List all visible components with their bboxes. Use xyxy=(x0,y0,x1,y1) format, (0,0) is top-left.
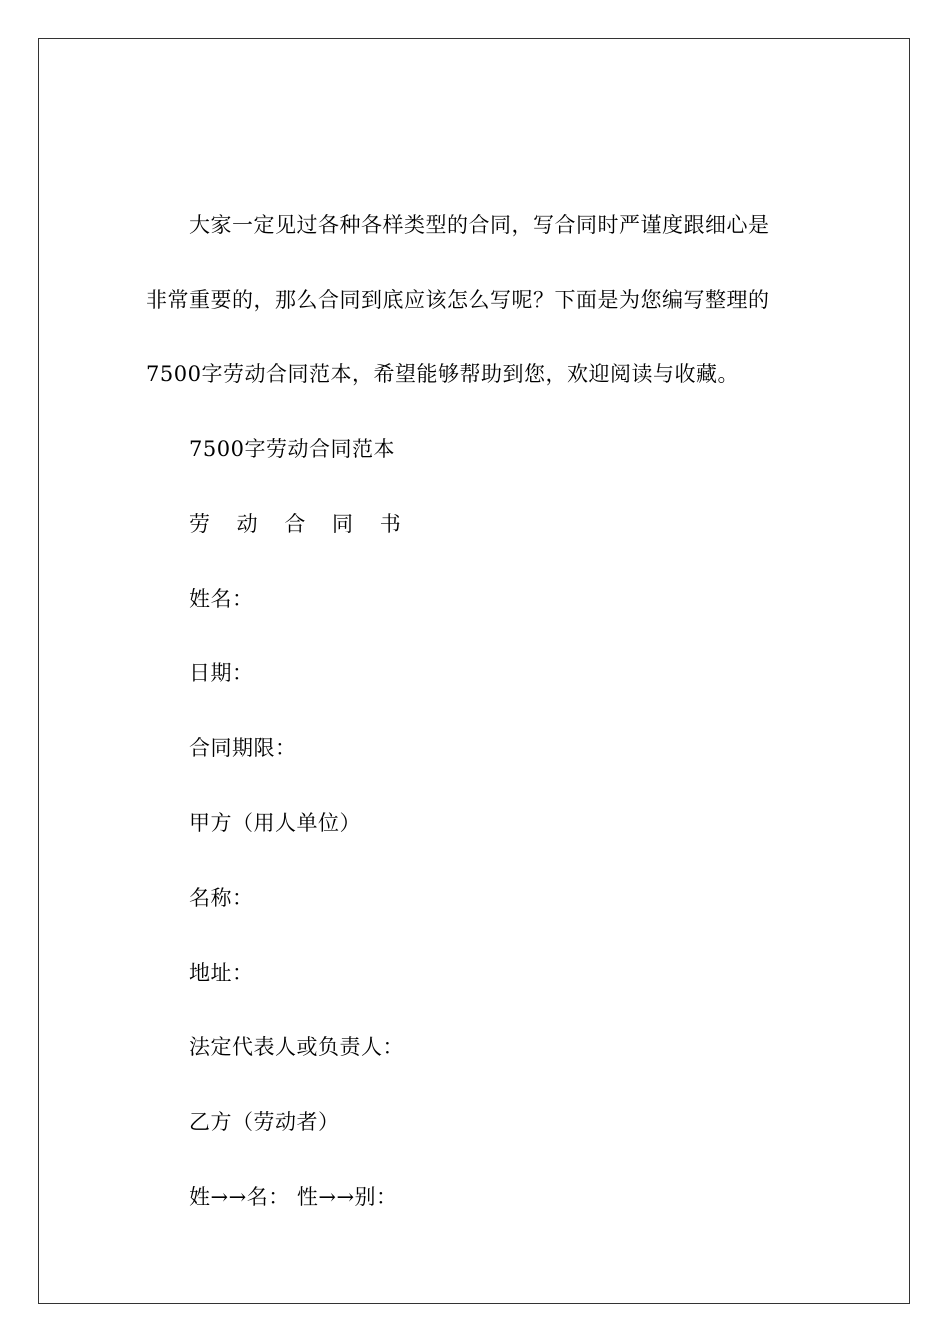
field-date: 日期： xyxy=(189,661,254,685)
contract-heading: 劳 动 合 同 书 xyxy=(189,512,411,536)
intro-line-2: 非常重要的，那么合同到底应该怎么写呢？下面是为您编写整理的 xyxy=(146,288,770,312)
field-org-name: 名称： xyxy=(189,886,254,910)
document-title: 7500字劳动合同范本 xyxy=(189,437,395,461)
field-legal-representative: 法定代表人或负责人： xyxy=(189,1035,404,1059)
party-b-heading: 乙方（劳动者） xyxy=(189,1110,340,1134)
intro-line-1: 大家一定见过各种各样类型的合同，写合同时严谨度跟细心是 xyxy=(189,213,770,237)
field-contract-term: 合同期限： xyxy=(189,736,297,760)
intro-line-3: 7500字劳动合同范本，希望能够帮助到您，欢迎阅读与收藏。 xyxy=(146,362,739,386)
field-name-gender: 姓→→名： 性→→别： xyxy=(189,1185,398,1209)
field-address: 地址： xyxy=(189,961,254,985)
party-a-heading: 甲方（用人单位） xyxy=(189,811,361,835)
field-name: 姓名： xyxy=(189,587,254,611)
